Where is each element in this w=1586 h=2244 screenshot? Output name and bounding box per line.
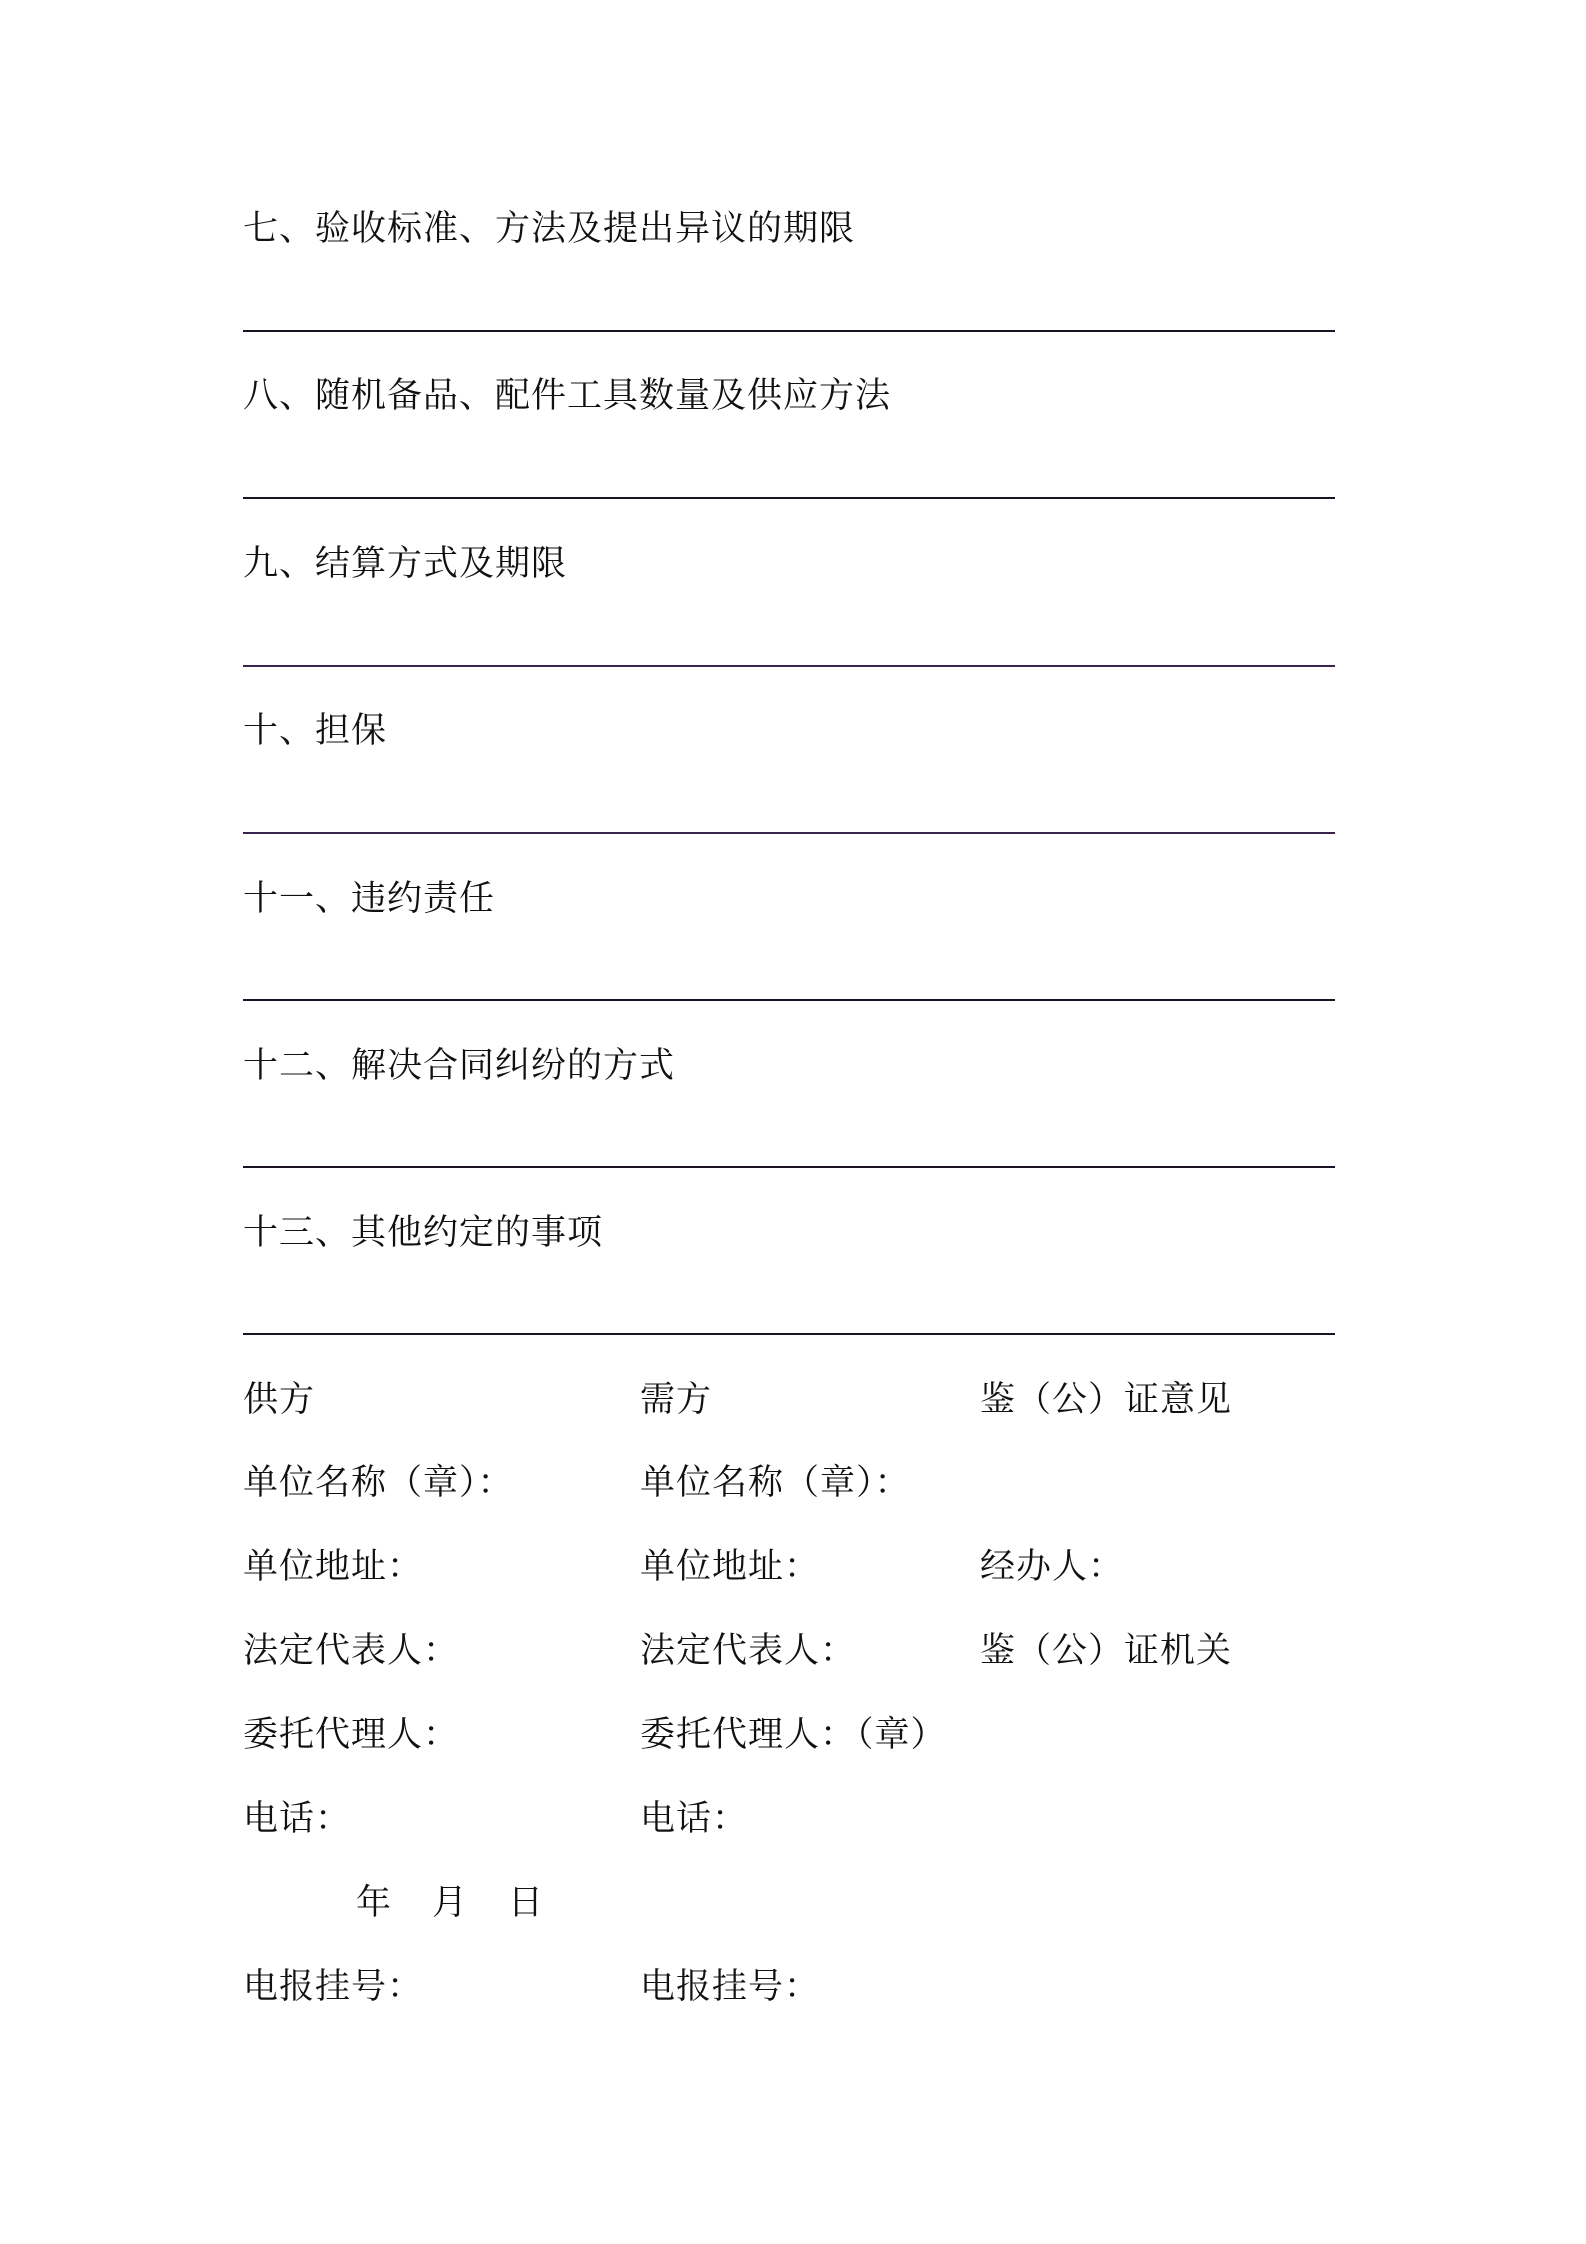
supplier-unit-address: 单位地址：: [243, 1547, 424, 1587]
clause-heading-13: 十三、其他约定的事项: [243, 1213, 604, 1253]
buyer-agent: 委托代理人：（章）: [640, 1715, 947, 1755]
buyer-telegraph: 电报挂号：: [640, 1967, 821, 2007]
supplier-unit-name: 单位名称（章）：: [243, 1463, 514, 1503]
clause-heading-9: 九、结算方式及期限: [243, 544, 568, 584]
notary-authority: 鉴（公）证机关: [980, 1631, 1233, 1671]
supplier-agent: 委托代理人：: [243, 1715, 460, 1755]
clause-underline-12: [243, 1166, 1335, 1168]
buyer-header: 需方: [640, 1380, 713, 1420]
clause-underline-8: [243, 497, 1335, 499]
date-year: 年: [356, 1883, 392, 1923]
buyer-unit-address: 单位地址：: [640, 1547, 821, 1587]
supplier-legal-rep: 法定代表人：: [243, 1631, 460, 1671]
clause-heading-8: 八、随机备品、配件工具数量及供应方法: [243, 376, 892, 416]
clause-heading-10: 十、担保: [243, 711, 388, 751]
clause-underline-9: [243, 665, 1335, 667]
supplier-header: 供方: [243, 1380, 316, 1420]
date-day: 日: [508, 1883, 544, 1923]
buyer-legal-rep: 法定代表人：: [640, 1631, 857, 1671]
date-month: 月: [432, 1883, 468, 1923]
notary-handler: 经办人：: [980, 1547, 1125, 1587]
notary-header: 鉴（公）证意见: [980, 1380, 1233, 1420]
clause-underline-7: [243, 330, 1335, 332]
supplier-telegraph: 电报挂号：: [243, 1967, 424, 2007]
clause-heading-7: 七、验收标准、方法及提出异议的期限: [243, 209, 856, 249]
buyer-phone: 电话：: [640, 1799, 749, 1839]
clause-underline-13: [243, 1333, 1335, 1335]
buyer-unit-name: 单位名称（章）：: [640, 1463, 911, 1503]
clause-underline-11: [243, 999, 1335, 1001]
clause-heading-12: 十二、解决合同纠纷的方式: [243, 1046, 676, 1086]
clause-heading-11: 十一、违约责任: [243, 879, 496, 919]
supplier-phone: 电话：: [243, 1799, 352, 1839]
clause-underline-10: [243, 832, 1335, 834]
